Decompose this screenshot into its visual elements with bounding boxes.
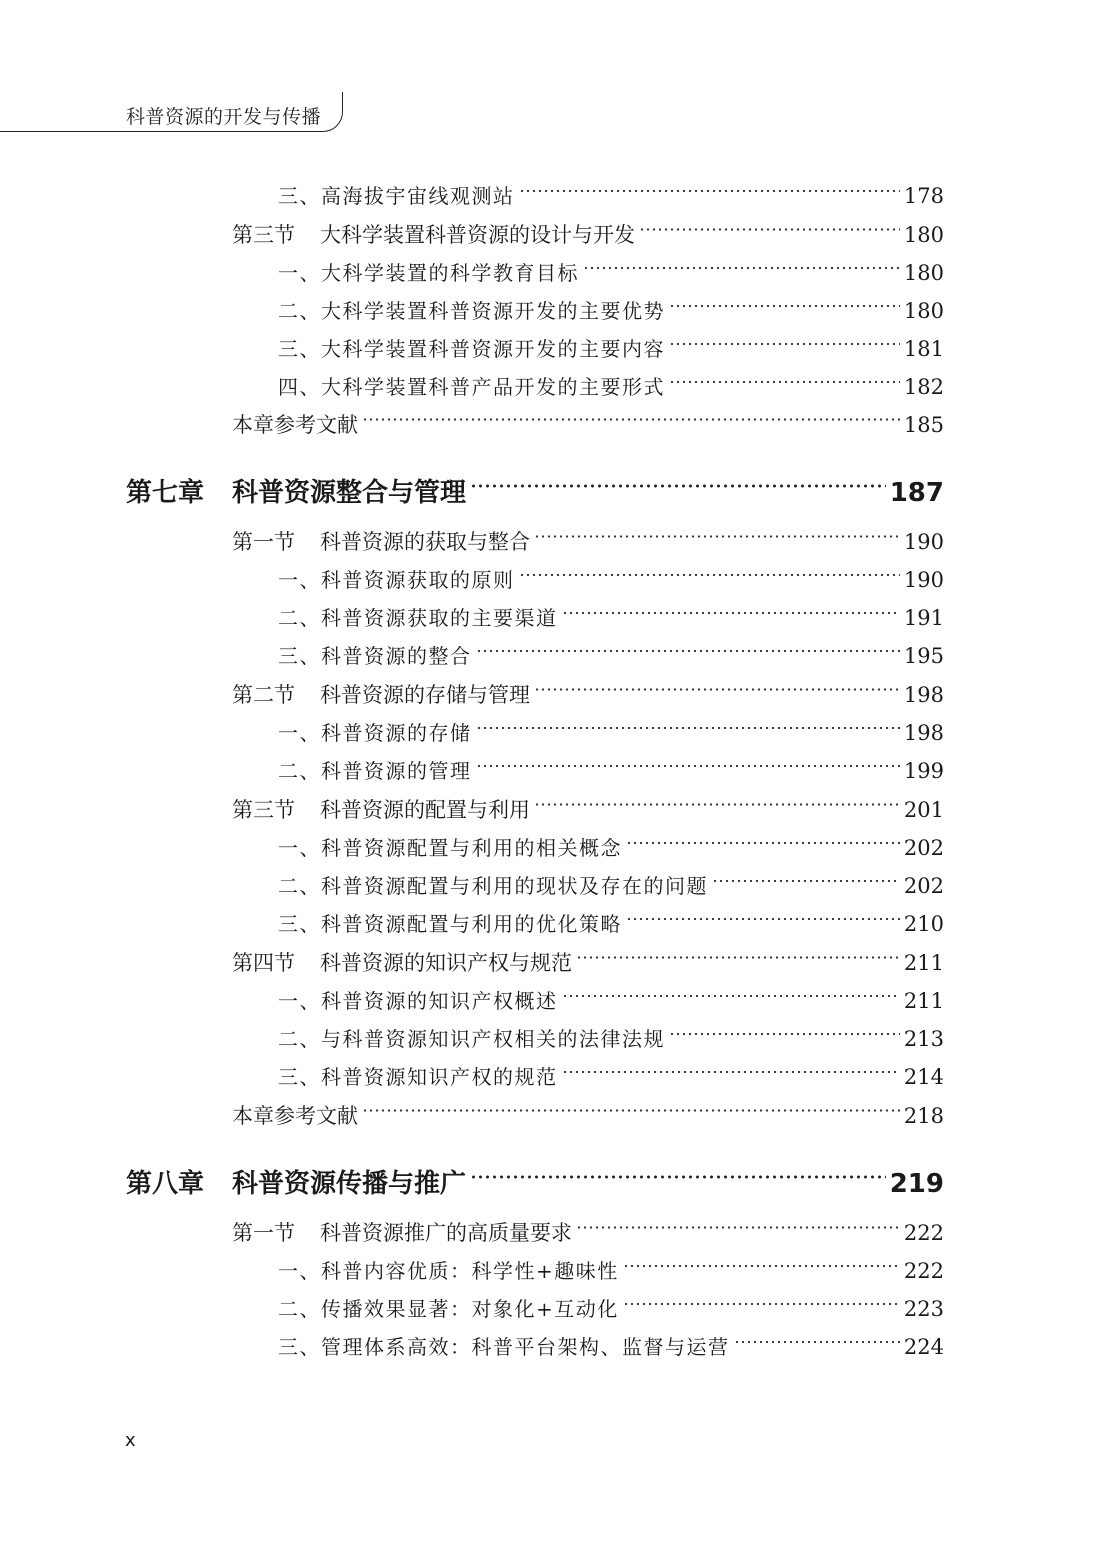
dot-leader: [583, 258, 900, 278]
toc-subsection-entry[interactable]: [278, 333, 944, 362]
toc-entry-label: [278, 371, 665, 400]
toc-page-number: 190: [903, 568, 944, 592]
toc-entry-label: [278, 717, 472, 746]
toc-page-number: 222: [903, 1221, 944, 1245]
toc-entry-label: [278, 832, 622, 861]
toc-subsection-entry[interactable]: [278, 1331, 944, 1360]
dot-leader: [669, 372, 900, 392]
dot-leader: [534, 526, 900, 547]
toc-entry-label: [278, 908, 622, 937]
toc-section-entry[interactable]: [232, 526, 944, 556]
toc-entry-label: [278, 602, 558, 631]
toc-entry-title: 本章参考文献: [232, 1104, 358, 1128]
toc-entry-number: 第一节: [232, 530, 295, 554]
toc-page-number: 210: [903, 912, 944, 936]
toc-page-number: 219: [889, 1169, 944, 1199]
toc-entry-label: [278, 1331, 730, 1360]
toc-page-number: 180: [903, 261, 944, 285]
toc-entry-label: [232, 794, 530, 824]
toc-entry-title: 一、科普资源配置与利用的相关概念: [278, 836, 622, 860]
toc-chapter-entry[interactable]: [126, 472, 944, 509]
toc-page-number: 198: [903, 683, 944, 707]
dot-leader: [669, 334, 900, 354]
toc-entry-title: 一、科普资源的存储: [278, 721, 472, 745]
toc-entry-label: [278, 564, 515, 593]
dot-leader: [476, 641, 900, 661]
toc-subsection-entry[interactable]: [278, 908, 944, 937]
toc-section-entry[interactable]: [232, 1100, 944, 1130]
toc-page-number: 178: [903, 184, 944, 208]
toc-entry-title: 一、科普资源获取的原则: [278, 568, 515, 592]
toc-entry-label: [232, 1100, 358, 1130]
toc-page-number: 180: [903, 299, 944, 323]
dot-leader: [576, 1217, 900, 1238]
toc-subsection-entry[interactable]: [278, 257, 944, 286]
toc-entry-title: 四、大科学装置科普产品开发的主要形式: [278, 375, 665, 399]
dot-leader: [476, 756, 900, 776]
toc-entry-title: 三、大科学装置科普资源开发的主要内容: [278, 337, 665, 361]
toc-entry-label: [278, 1023, 665, 1052]
toc-chapter-entry[interactable]: [126, 1163, 944, 1200]
toc-page-number: 213: [903, 1027, 944, 1051]
toc-subsection-entry[interactable]: [278, 564, 944, 593]
toc-subsection-entry[interactable]: [278, 602, 944, 631]
toc-entry-label: [232, 947, 572, 977]
toc-entry-label: [278, 640, 472, 669]
toc-subsection-entry[interactable]: [278, 832, 944, 861]
toc-page-number: 222: [903, 1259, 944, 1283]
toc-page-number: 185: [903, 413, 944, 437]
toc-entry-label: [278, 180, 515, 209]
toc-section-entry[interactable]: [232, 219, 944, 249]
dot-leader: [734, 1332, 900, 1352]
toc-subsection-entry[interactable]: [278, 295, 944, 324]
toc-subsection-entry[interactable]: [278, 717, 944, 746]
dot-leader: [476, 718, 900, 738]
dot-leader: [712, 871, 900, 891]
toc-subsection-entry[interactable]: [278, 985, 944, 1014]
toc-entry-label: [278, 870, 708, 899]
toc-entry-title: 科普资源的知识产权与规范: [320, 951, 572, 975]
dot-leader: [470, 473, 886, 499]
toc-page-number: 191: [903, 606, 944, 630]
dot-leader: [534, 679, 900, 700]
dot-leader: [534, 794, 900, 815]
toc-subsection-entry[interactable]: [278, 1061, 944, 1090]
dot-leader: [576, 947, 900, 968]
toc-section-entry[interactable]: [232, 794, 944, 824]
toc-entry-title: 科普资源整合与管理: [232, 478, 467, 508]
toc-subsection-entry[interactable]: [278, 371, 944, 400]
toc-entry-title: 大科学装置科普资源的设计与开发: [320, 223, 635, 247]
toc-entry-label: [232, 526, 530, 556]
toc-entry-label: [232, 219, 635, 249]
toc-entry-number: 第七章: [126, 478, 205, 508]
toc-page-number: 181: [903, 337, 944, 361]
toc-entry-label: [126, 1163, 466, 1200]
dot-leader: [470, 1164, 886, 1190]
dot-leader: [362, 1100, 900, 1121]
toc-page-number: 180: [903, 223, 944, 247]
toc-section-entry[interactable]: [232, 409, 944, 439]
dot-leader: [669, 296, 900, 316]
toc-entry-label: [278, 295, 665, 324]
toc-page-number: 201: [903, 798, 944, 822]
toc-page-number: 182: [903, 375, 944, 399]
toc-entry-number: 第三节: [232, 798, 295, 822]
toc-entry-number: 第二节: [232, 683, 295, 707]
toc-entry-number: 第一节: [232, 1221, 295, 1245]
toc-page-number: 195: [903, 644, 944, 668]
toc-entry-title: 一、科普资源的知识产权概述: [278, 989, 558, 1013]
toc-subsection-entry[interactable]: [278, 1023, 944, 1052]
toc-entry-title: 三、科普资源的整合: [278, 644, 472, 668]
toc-entry-label: [278, 755, 472, 784]
toc-entry-label: [126, 472, 466, 509]
toc-entry-number: 第四节: [232, 951, 295, 975]
toc-page-number: 211: [903, 951, 944, 975]
toc-entry-title: 一、科普内容优质：科学性+趣味性: [278, 1259, 619, 1283]
toc-entry-label: [232, 409, 358, 439]
toc-entry-label: [278, 1061, 558, 1090]
toc-entry-title: 科普资源传播与推广: [232, 1169, 467, 1199]
toc-entry-label: [278, 985, 558, 1014]
toc-entry-title: 科普资源推广的高质量要求: [320, 1221, 572, 1245]
dot-leader: [362, 409, 900, 430]
toc-entry-label: [278, 333, 665, 362]
toc-subsection-entry[interactable]: [278, 755, 944, 784]
toc-page-number: 214: [903, 1065, 944, 1089]
toc-page-number: 187: [889, 478, 944, 508]
toc-page-number: 199: [903, 759, 944, 783]
toc-page-number: 218: [903, 1104, 944, 1128]
toc-subsection-entry[interactable]: [278, 640, 944, 669]
toc-section-entry[interactable]: [232, 947, 944, 977]
toc-entry-label: [278, 1293, 619, 1322]
toc-entry-title: 二、科普资源配置与利用的现状及存在的问题: [278, 874, 708, 898]
dot-leader: [639, 219, 900, 240]
dot-leader: [562, 1062, 900, 1082]
dot-leader: [519, 181, 900, 201]
running-head: [0, 92, 343, 132]
toc-page-number: 202: [903, 874, 944, 898]
toc-entry-title: 三、科普资源配置与利用的优化策略: [278, 912, 622, 936]
dot-leader: [562, 603, 900, 623]
toc-entry-number: 第八章: [126, 1169, 205, 1199]
toc-subsection-entry[interactable]: [278, 870, 944, 899]
dot-leader: [669, 1024, 900, 1044]
toc-page-number: 198: [903, 721, 944, 745]
dot-leader: [623, 1256, 900, 1276]
dot-leader: [626, 909, 900, 929]
toc-entry-label: [278, 257, 579, 286]
toc-section-entry[interactable]: [232, 1217, 944, 1247]
toc-subsection-entry[interactable]: [278, 180, 944, 209]
dot-leader: [519, 565, 900, 585]
toc-entry-label: [232, 679, 530, 709]
toc-page-number: 211: [903, 989, 944, 1013]
toc-entry-label: [232, 1217, 572, 1247]
toc-section-entry[interactable]: [232, 679, 944, 709]
toc-entry-label: [278, 1255, 619, 1284]
toc-subsection-entry[interactable]: [278, 1255, 944, 1284]
toc-entry-title: 二、与科普资源知识产权相关的法律法规: [278, 1027, 665, 1051]
toc-entry-title: 三、高海拔宇宙线观测站: [278, 184, 515, 208]
toc-entry-title: 本章参考文献: [232, 413, 358, 437]
toc-page-number: 223: [903, 1297, 944, 1321]
toc-page-number: 224: [903, 1335, 944, 1359]
toc-entry-title: 二、科普资源获取的主要渠道: [278, 606, 558, 630]
toc-entry-title: 科普资源的配置与利用: [320, 798, 530, 822]
dot-leader: [623, 1294, 900, 1314]
toc-entry-title: 三、管理体系高效：科普平台架构、监督与运营: [278, 1335, 730, 1359]
toc-entry-number: 第三节: [232, 223, 295, 247]
toc-entry-title: 科普资源的存储与管理: [320, 683, 530, 707]
toc-entry-title: 一、大科学装置的科学教育目标: [278, 261, 579, 285]
toc-page-number: 190: [903, 530, 944, 554]
toc-entry-title: 二、科普资源的管理: [278, 759, 472, 783]
dot-leader: [626, 833, 900, 853]
toc-entry-title: 三、科普资源知识产权的规范: [278, 1065, 558, 1089]
toc-page-number: 202: [903, 836, 944, 860]
page-folio: x: [125, 1430, 136, 1451]
dot-leader: [562, 986, 900, 1006]
book-title: 科普资源的开发与传播: [126, 106, 322, 128]
toc-entry-title: 二、传播效果显著：对象化+互动化: [278, 1297, 619, 1321]
toc-entry-title: 科普资源的获取与整合: [320, 530, 530, 554]
toc-entry-title: 二、大科学装置科普资源开发的主要优势: [278, 299, 665, 323]
toc-subsection-entry[interactable]: [278, 1293, 944, 1322]
